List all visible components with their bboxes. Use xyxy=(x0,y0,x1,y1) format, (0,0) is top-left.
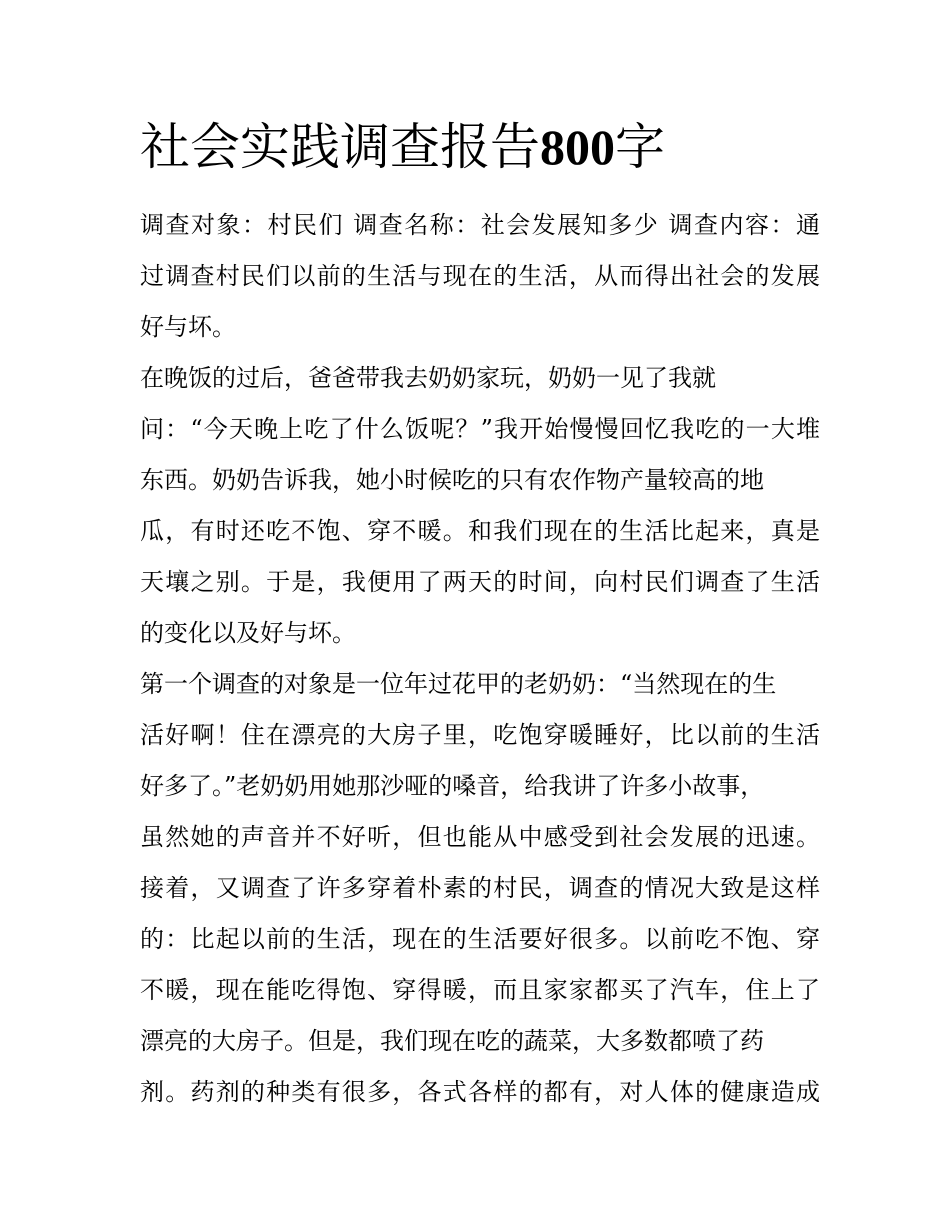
text-line: 的：比起以前的生活，现在的生活要好很多。以前吃不饱、穿 xyxy=(140,925,820,953)
title-main: 社会实践调查报告 xyxy=(140,118,540,176)
text-line: 不暖，现在能吃得饱、穿得暖，而且家家都买了汽车，住上了 xyxy=(140,976,820,1004)
text-line: 问：“今天晚上吃了什么饭呢？”我开始慢慢回忆我吃的一大堆 xyxy=(140,415,820,443)
title-suffix: 字 xyxy=(615,118,665,176)
document-body xyxy=(140,200,820,1118)
text-line: 瓜，有时还吃不饱、穿不暖。和我们现在的生活比起来，真是 xyxy=(140,517,820,545)
page-title xyxy=(140,115,840,179)
text-line: 剂。药剂的种类有很多，各式各样的都有，对人体的健康造成 xyxy=(140,1078,820,1106)
text-line: 接着，又调查了许多穿着朴素的村民，调查的情况大致是这样 xyxy=(140,874,820,902)
text-line: 在晚饭的过后，爸爸带我去奶奶家玩，奶奶一见了我就 xyxy=(140,364,716,392)
text-line: 第一个调查的对象是一位年过花甲的老奶奶：“当然现在的生 xyxy=(140,670,777,698)
text-line: 天壤之别。于是，我便用了两天的时间，向村民们调查了生活 xyxy=(140,568,820,596)
text-line: 活好啊！住在漂亮的大房子里，吃饱穿暖睡好，比以前的生活 xyxy=(140,721,820,749)
text-line: 好多了。”老奶奶用她那沙哑的嗓音，给我讲了许多小故事， xyxy=(140,772,765,800)
text-line: 虽然她的声音并不好听，但也能从中感受到社会发展的迅速。 xyxy=(140,823,820,851)
text-line: 好与坏。 xyxy=(140,313,236,341)
text-line: 过调查村民们以前的生活与现在的生活，从而得出社会的发展 xyxy=(140,262,820,290)
text-line: 调查对象：村民们 调查名称：社会发展知多少 调查内容：通 xyxy=(140,211,820,239)
title-number: 800 xyxy=(540,119,615,175)
text-line: 的变化以及好与坏。 xyxy=(140,619,356,647)
text-line: 漂亮的大房子。但是，我们现在吃的蔬菜，大多数都喷了药 xyxy=(140,1027,764,1055)
text-line: 东西。奶奶告诉我，她小时候吃的只有农作物产量较高的地 xyxy=(140,466,764,494)
